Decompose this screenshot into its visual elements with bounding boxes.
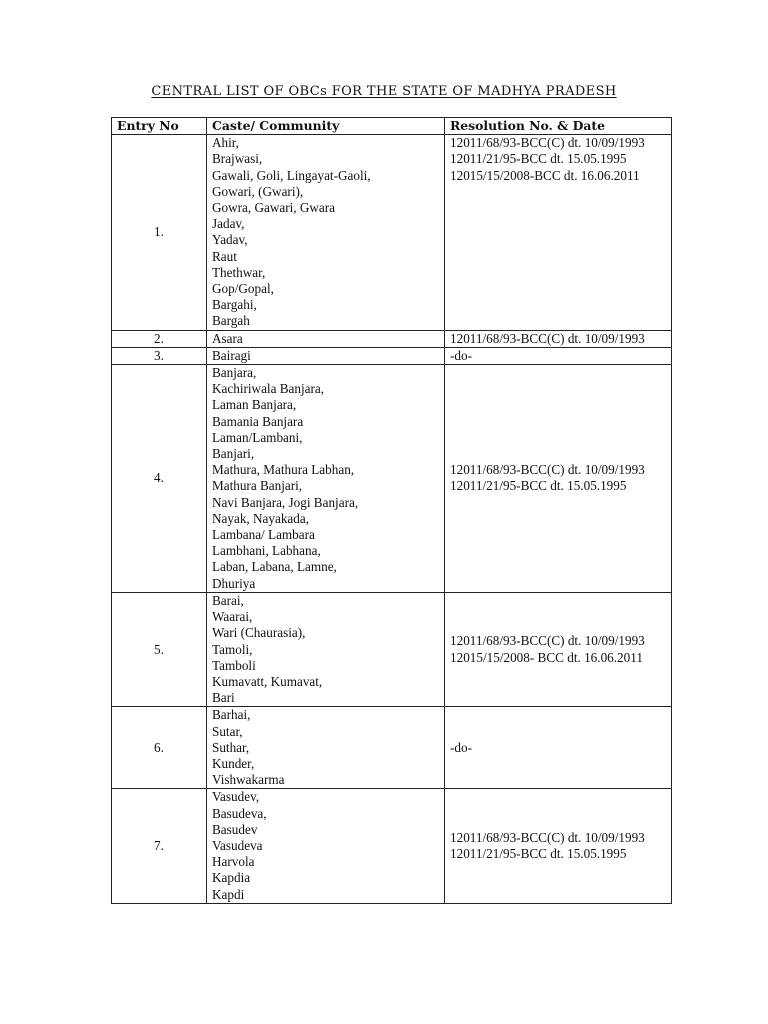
- table-row: [112, 707, 672, 789]
- resolution-entry: 12011/68/93-BCC(C) dt. 10/09/1993: [450, 829, 645, 845]
- table-row: [112, 330, 672, 347]
- resolution-cell: [445, 592, 672, 706]
- caste-name: Barhai,: [212, 707, 251, 723]
- caste-name: Sutar,: [212, 723, 243, 739]
- column-header-caste-community: Caste/ Community: [207, 118, 445, 135]
- caste-name: Laman/Lambani,: [212, 429, 303, 445]
- caste-name: Vishwakarma: [212, 772, 285, 788]
- caste-name: Asara: [212, 330, 243, 346]
- caste-name: Wari (Chaurasia),: [212, 625, 306, 641]
- resolution-cell: [445, 789, 672, 903]
- caste-name: Brajwasi,: [212, 151, 263, 167]
- resolution-entry: 12011/68/93-BCC(C) dt. 10/09/1993: [450, 633, 645, 649]
- resolution-entry: -do-: [450, 347, 472, 363]
- caste-name: Banjara,: [212, 365, 257, 381]
- caste-name: Ahir,: [212, 135, 239, 151]
- resolution-entry: 12011/21/95-BCC dt. 15.05.1995: [450, 151, 627, 167]
- page-title: CENTRAL LIST OF OBCs FOR THE STATE OF MADHYA PRADESH: [151, 84, 617, 99]
- resolution-entry: 12015/15/2008-BCC dt. 16.06.2011: [450, 167, 640, 183]
- caste-name: Kapdia: [212, 870, 251, 886]
- caste-community-cell: [207, 330, 445, 347]
- resolution-entry: 12011/68/93-BCC(C) dt. 10/09/1993: [450, 330, 645, 346]
- resolution-cell: [445, 330, 672, 347]
- caste-community-cell: [207, 135, 445, 330]
- caste-name: Kunder,: [212, 755, 255, 771]
- entry-number-cell: 5.: [112, 592, 207, 706]
- caste-name: Dhuriya: [212, 575, 256, 591]
- caste-name: Basudeva,: [212, 805, 267, 821]
- entry-number-cell: 3.: [112, 347, 207, 364]
- resolution-entry: 12011/21/95-BCC dt. 15.05.1995: [450, 478, 627, 494]
- caste-name: Laman Banjara,: [212, 397, 297, 413]
- caste-name: Bargahi,: [212, 297, 257, 313]
- caste-name: Lambhani, Labhana,: [212, 543, 321, 559]
- caste-name: Waarai,: [212, 609, 253, 625]
- caste-name: Laban, Labana, Lamne,: [212, 559, 337, 575]
- caste-name: Gop/Gopal,: [212, 281, 274, 297]
- caste-community-cell: [207, 592, 445, 706]
- resolution-cell: [445, 365, 672, 593]
- caste-name: Gowari, (Gwari),: [212, 183, 304, 199]
- caste-name: Jadav,: [212, 216, 245, 232]
- entry-number-cell: 6.: [112, 707, 207, 789]
- caste-name: Gawali, Goli, Lingayat-Gaoli,: [212, 167, 371, 183]
- caste-name: Raut: [212, 248, 237, 264]
- resolution-cell: [445, 707, 672, 789]
- table-row: [112, 365, 672, 593]
- caste-name: Vasudeva: [212, 837, 263, 853]
- caste-name: Mathura Banjari,: [212, 478, 303, 494]
- caste-name: Kapdi: [212, 886, 245, 902]
- caste-name: Vasudev,: [212, 789, 260, 805]
- resolution-entry: -do-: [450, 739, 472, 755]
- entry-number-cell: 4.: [112, 365, 207, 593]
- column-header-entry-no: Entry No: [112, 118, 207, 135]
- table-row: [112, 347, 672, 364]
- caste-name: Harvola: [212, 854, 255, 870]
- caste-community-cell: [207, 707, 445, 789]
- caste-name: Mathura, Mathura Labhan,: [212, 462, 355, 478]
- caste-name: Bairagi: [212, 347, 251, 363]
- resolution-entry: 12015/15/2008- BCC dt. 16.06.2011: [450, 649, 643, 665]
- caste-community-cell: [207, 347, 445, 364]
- caste-name: Basudev: [212, 821, 258, 837]
- caste-name: Tamoli,: [212, 641, 253, 657]
- resolution-cell: [445, 135, 672, 330]
- table-row: [112, 592, 672, 706]
- table-header-row: [112, 118, 672, 135]
- resolution-entry: 12011/68/93-BCC(C) dt. 10/09/1993: [450, 462, 645, 478]
- caste-name: Kumavatt, Kumavat,: [212, 673, 323, 689]
- entry-number-cell: 2.: [112, 330, 207, 347]
- caste-name: Lambana/ Lambara: [212, 527, 315, 543]
- caste-name: Bamania Banjara: [212, 413, 304, 429]
- column-header-resolution: Resolution No. & Date: [445, 118, 672, 135]
- caste-name: Tamboli: [212, 657, 256, 673]
- caste-name: Yadav,: [212, 232, 248, 248]
- table-body: [112, 135, 672, 904]
- table-row: [112, 789, 672, 903]
- caste-name: Navi Banjara, Jogi Banjara,: [212, 494, 359, 510]
- caste-name: Kachiriwala Banjara,: [212, 381, 325, 397]
- table-row: [112, 135, 672, 330]
- caste-name: Bargah: [212, 313, 250, 329]
- entry-number-cell: 7.: [112, 789, 207, 903]
- caste-name: Barai,: [212, 592, 244, 608]
- caste-name: Bari: [212, 690, 235, 706]
- obc-table: [111, 117, 672, 904]
- caste-name: Banjari,: [212, 446, 255, 462]
- caste-name: Gowra, Gawari, Gwara: [212, 200, 336, 216]
- caste-community-cell: [207, 365, 445, 593]
- caste-name: Suthar,: [212, 739, 250, 755]
- caste-name: Nayak, Nayakada,: [212, 510, 310, 526]
- resolution-entry: 12011/21/95-BCC dt. 15.05.1995: [450, 846, 627, 862]
- resolution-entry: 12011/68/93-BCC(C) dt. 10/09/1993: [450, 135, 645, 151]
- caste-community-cell: [207, 789, 445, 903]
- resolution-cell: [445, 347, 672, 364]
- caste-name: Thethwar,: [212, 264, 266, 280]
- entry-number-cell: 1.: [112, 135, 207, 330]
